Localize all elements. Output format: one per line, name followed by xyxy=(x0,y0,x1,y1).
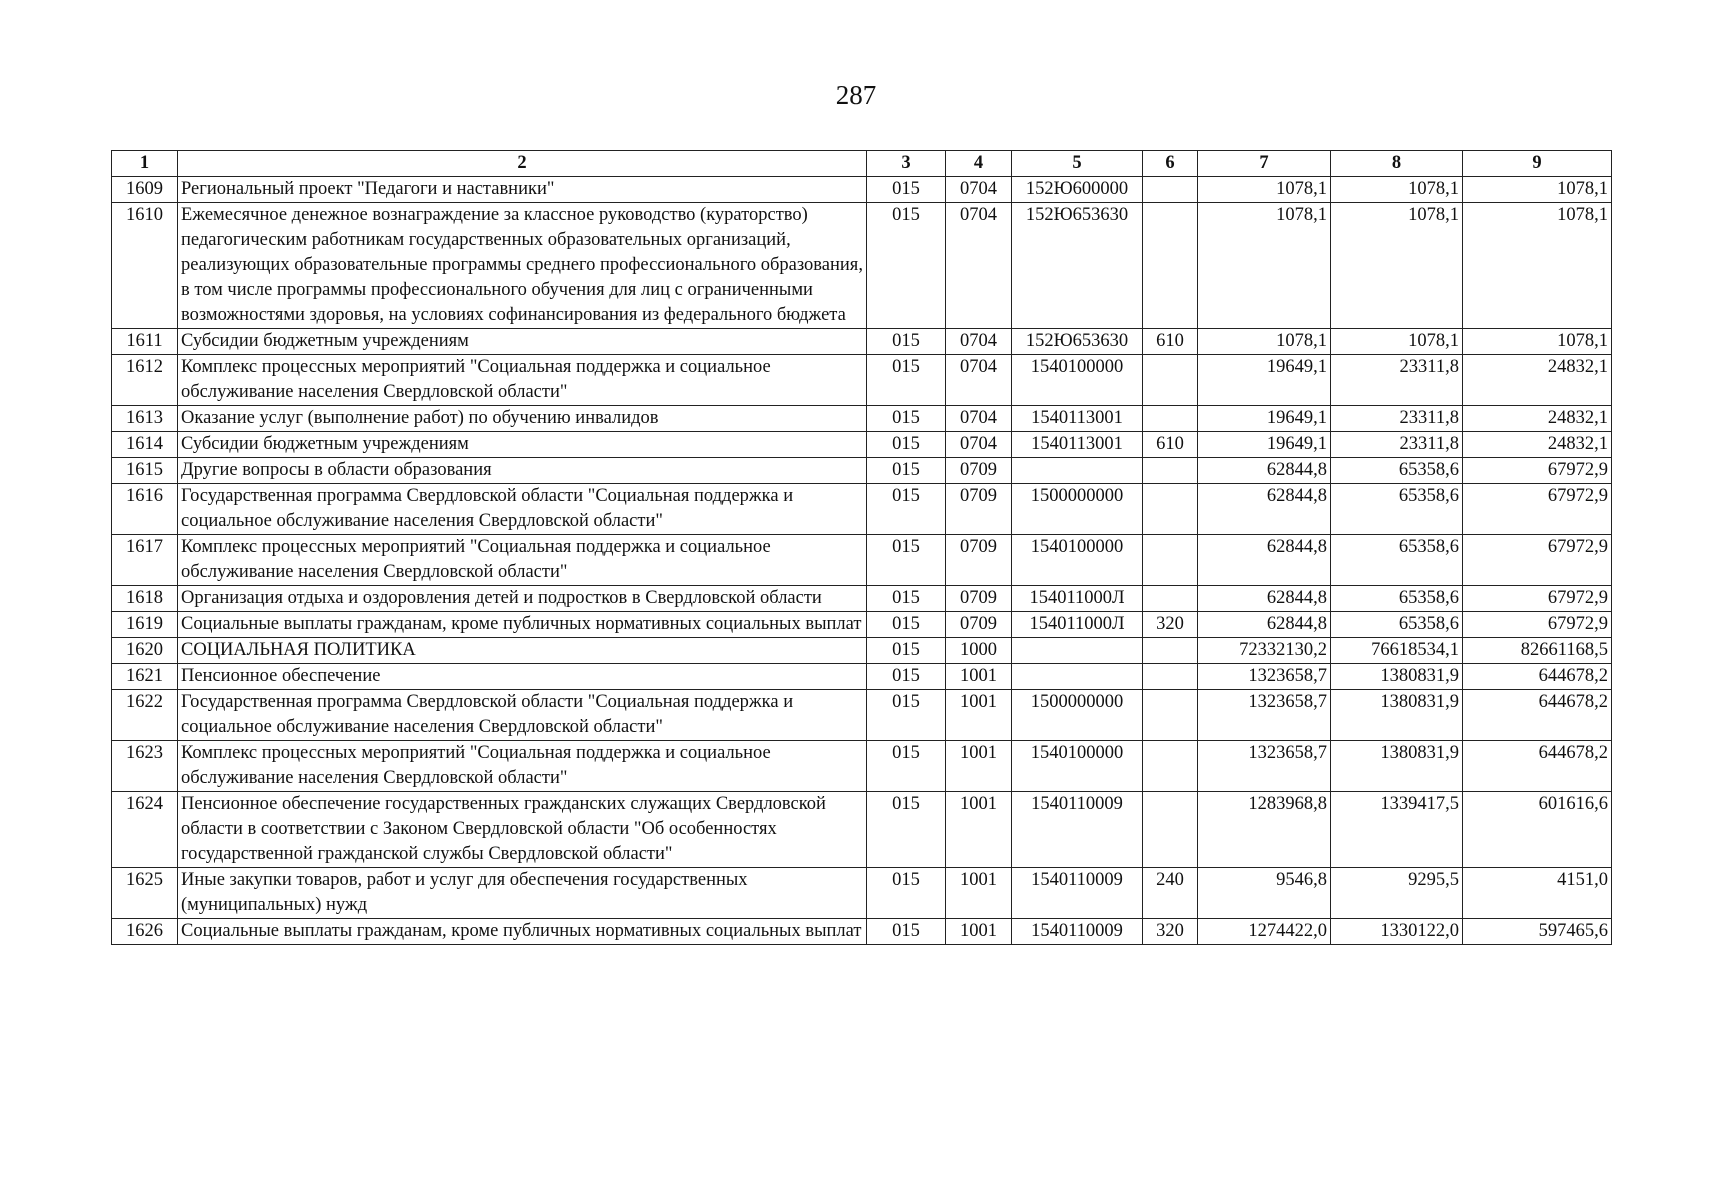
row-col-7: 1078,1 xyxy=(1198,203,1331,329)
row-col-5: 1540100000 xyxy=(1012,535,1143,586)
row-col-8: 23311,8 xyxy=(1331,406,1463,432)
row-col-4: 0704 xyxy=(946,432,1012,458)
row-col-5: 152Ю653630 xyxy=(1012,203,1143,329)
row-col-4: 0704 xyxy=(946,355,1012,406)
row-col-4: 0704 xyxy=(946,329,1012,355)
row-col-5: 1540110009 xyxy=(1012,919,1143,945)
row-col-4: 1001 xyxy=(946,741,1012,792)
row-col-6: 320 xyxy=(1143,612,1198,638)
row-col-8: 1339417,5 xyxy=(1331,792,1463,868)
table-row xyxy=(112,690,1612,741)
row-col-5 xyxy=(1012,458,1143,484)
table-body xyxy=(112,177,1612,945)
row-col-5: 1540110009 xyxy=(1012,792,1143,868)
table-row xyxy=(112,177,1612,203)
table-row xyxy=(112,406,1612,432)
table-header-row xyxy=(112,151,1612,177)
row-name: Оказание услуг (выполнение работ) по обучению инвалидов xyxy=(178,406,867,432)
row-col-9: 644678,2 xyxy=(1463,690,1612,741)
table-row xyxy=(112,638,1612,664)
row-col-7: 19649,1 xyxy=(1198,406,1331,432)
row-col-5: 1500000000 xyxy=(1012,690,1143,741)
row-number: 1614 xyxy=(112,432,178,458)
row-number: 1626 xyxy=(112,919,178,945)
row-col-8: 65358,6 xyxy=(1331,612,1463,638)
table-row xyxy=(112,484,1612,535)
row-number: 1621 xyxy=(112,664,178,690)
row-col-7: 62844,8 xyxy=(1198,535,1331,586)
header-col-5: 5 xyxy=(1012,151,1143,177)
row-col-5: 1540113001 xyxy=(1012,406,1143,432)
table-row xyxy=(112,664,1612,690)
row-col-6: 610 xyxy=(1143,329,1198,355)
table-row xyxy=(112,535,1612,586)
row-col-6 xyxy=(1143,458,1198,484)
header-col-7: 7 xyxy=(1198,151,1331,177)
row-col-9: 24832,1 xyxy=(1463,406,1612,432)
row-col-9: 644678,2 xyxy=(1463,664,1612,690)
row-col-8: 9295,5 xyxy=(1331,868,1463,919)
row-col-4: 1001 xyxy=(946,919,1012,945)
row-col-6 xyxy=(1143,355,1198,406)
row-col-3: 015 xyxy=(867,664,946,690)
row-col-9: 644678,2 xyxy=(1463,741,1612,792)
row-col-3: 015 xyxy=(867,586,946,612)
row-number: 1610 xyxy=(112,203,178,329)
row-col-3: 015 xyxy=(867,177,946,203)
row-col-8: 23311,8 xyxy=(1331,355,1463,406)
table-row xyxy=(112,586,1612,612)
row-col-3: 015 xyxy=(867,612,946,638)
row-col-7: 1274422,0 xyxy=(1198,919,1331,945)
row-col-6 xyxy=(1143,203,1198,329)
header-col-4: 4 xyxy=(946,151,1012,177)
row-col-4: 0709 xyxy=(946,612,1012,638)
row-col-6 xyxy=(1143,664,1198,690)
row-number: 1609 xyxy=(112,177,178,203)
row-col-5: 1540113001 xyxy=(1012,432,1143,458)
row-col-8: 23311,8 xyxy=(1331,432,1463,458)
row-number: 1619 xyxy=(112,612,178,638)
table-row xyxy=(112,919,1612,945)
row-col-7: 19649,1 xyxy=(1198,355,1331,406)
row-col-6: 610 xyxy=(1143,432,1198,458)
row-col-9: 1078,1 xyxy=(1463,177,1612,203)
row-number: 1620 xyxy=(112,638,178,664)
row-col-4: 0709 xyxy=(946,586,1012,612)
row-col-4: 1001 xyxy=(946,664,1012,690)
table-row xyxy=(112,741,1612,792)
row-number: 1624 xyxy=(112,792,178,868)
row-col-9: 601616,6 xyxy=(1463,792,1612,868)
row-col-4: 0709 xyxy=(946,535,1012,586)
row-col-3: 015 xyxy=(867,329,946,355)
row-col-6 xyxy=(1143,792,1198,868)
row-number: 1613 xyxy=(112,406,178,432)
table-row xyxy=(112,432,1612,458)
row-col-8: 1078,1 xyxy=(1331,177,1463,203)
table-row xyxy=(112,329,1612,355)
row-col-6: 240 xyxy=(1143,868,1198,919)
row-col-6 xyxy=(1143,741,1198,792)
row-number: 1622 xyxy=(112,690,178,741)
row-col-7: 1283968,8 xyxy=(1198,792,1331,868)
budget-table xyxy=(111,150,1612,945)
row-col-3: 015 xyxy=(867,868,946,919)
row-name: Ежемесячное денежное вознаграждение за классное руководство (кураторство) педагогическим работникам государственных образовательных организаций, реализующих образовательные программы среднего профессионального образования, в том числе программы профессионального обучения для лиц с ограниченными возможностями здоровья, на условиях софинансирования из федерального бюджета xyxy=(178,203,867,329)
row-name: Иные закупки товаров, работ и услуг для обеспечения государственных (муниципальных) нужд xyxy=(178,868,867,919)
row-col-6 xyxy=(1143,690,1198,741)
row-col-3: 015 xyxy=(867,792,946,868)
row-col-4: 0709 xyxy=(946,458,1012,484)
row-col-4: 0704 xyxy=(946,177,1012,203)
row-number: 1615 xyxy=(112,458,178,484)
row-col-7: 62844,8 xyxy=(1198,484,1331,535)
row-col-9: 67972,9 xyxy=(1463,612,1612,638)
row-col-3: 015 xyxy=(867,406,946,432)
row-col-3: 015 xyxy=(867,484,946,535)
row-col-7: 1078,1 xyxy=(1198,177,1331,203)
row-col-8: 1330122,0 xyxy=(1331,919,1463,945)
row-col-4: 0704 xyxy=(946,406,1012,432)
row-name: Пенсионное обеспечение xyxy=(178,664,867,690)
row-name: Другие вопросы в области образования xyxy=(178,458,867,484)
page-number: 287 xyxy=(835,80,877,110)
row-col-5: 1540110009 xyxy=(1012,868,1143,919)
row-col-3: 015 xyxy=(867,919,946,945)
row-col-9: 67972,9 xyxy=(1463,535,1612,586)
row-number: 1616 xyxy=(112,484,178,535)
row-col-5: 152Ю653630 xyxy=(1012,329,1143,355)
row-name: СОЦИАЛЬНАЯ ПОЛИТИКА xyxy=(178,638,867,664)
row-col-7: 62844,8 xyxy=(1198,458,1331,484)
row-col-5: 152Ю600000 xyxy=(1012,177,1143,203)
row-name: Комплекс процессных мероприятий "Социальная поддержка и социальное обслуживание населения Свердловской области" xyxy=(178,355,867,406)
row-col-6: 320 xyxy=(1143,919,1198,945)
row-col-4: 1001 xyxy=(946,690,1012,741)
row-name: Региональный проект "Педагоги и наставники" xyxy=(178,177,867,203)
row-col-6 xyxy=(1143,586,1198,612)
row-col-7: 72332130,2 xyxy=(1198,638,1331,664)
header-col-8: 8 xyxy=(1331,151,1463,177)
row-col-9: 1078,1 xyxy=(1463,203,1612,329)
table-row xyxy=(112,868,1612,919)
row-col-9: 24832,1 xyxy=(1463,432,1612,458)
row-col-8: 65358,6 xyxy=(1331,535,1463,586)
row-number: 1618 xyxy=(112,586,178,612)
row-col-7: 1323658,7 xyxy=(1198,664,1331,690)
row-col-9: 597465,6 xyxy=(1463,919,1612,945)
row-col-6 xyxy=(1143,535,1198,586)
table-row xyxy=(112,458,1612,484)
row-col-3: 015 xyxy=(867,690,946,741)
row-col-7: 1323658,7 xyxy=(1198,741,1331,792)
row-col-7: 62844,8 xyxy=(1198,612,1331,638)
row-col-3: 015 xyxy=(867,432,946,458)
row-number: 1623 xyxy=(112,741,178,792)
row-col-8: 1078,1 xyxy=(1331,203,1463,329)
row-number: 1617 xyxy=(112,535,178,586)
row-name: Государственная программа Свердловской области "Социальная поддержка и социальное обслуживание населения Свердловской области" xyxy=(178,690,867,741)
row-col-3: 015 xyxy=(867,638,946,664)
row-col-9: 67972,9 xyxy=(1463,484,1612,535)
row-col-5 xyxy=(1012,638,1143,664)
header-col-2: 2 xyxy=(178,151,867,177)
table-row xyxy=(112,612,1612,638)
row-col-5: 1540100000 xyxy=(1012,741,1143,792)
header-col-6: 6 xyxy=(1143,151,1198,177)
row-col-3: 015 xyxy=(867,458,946,484)
row-col-8: 65358,6 xyxy=(1331,458,1463,484)
row-col-8: 1078,1 xyxy=(1331,329,1463,355)
row-col-3: 015 xyxy=(867,535,946,586)
row-col-8: 1380831,9 xyxy=(1331,690,1463,741)
row-col-3: 015 xyxy=(867,355,946,406)
row-col-8: 1380831,9 xyxy=(1331,664,1463,690)
row-name: Субсидии бюджетным учреждениям xyxy=(178,329,867,355)
header-col-9: 9 xyxy=(1463,151,1612,177)
row-col-7: 1323658,7 xyxy=(1198,690,1331,741)
row-col-9: 82661168,5 xyxy=(1463,638,1612,664)
row-col-3: 015 xyxy=(867,741,946,792)
row-name: Пенсионное обеспечение государственных гражданских служащих Свердловской области в соответствии с Законом Свердловской области "Об особенностях государственной гражданской службы Свердловской области" xyxy=(178,792,867,868)
row-col-5: 154011000Л xyxy=(1012,586,1143,612)
row-name: Комплекс процессных мероприятий "Социальная поддержка и социальное обслуживание населения Свердловской области" xyxy=(178,741,867,792)
row-col-9: 4151,0 xyxy=(1463,868,1612,919)
row-col-6 xyxy=(1143,406,1198,432)
row-col-6 xyxy=(1143,484,1198,535)
row-col-3: 015 xyxy=(867,203,946,329)
row-col-9: 1078,1 xyxy=(1463,329,1612,355)
row-col-6 xyxy=(1143,638,1198,664)
row-col-7: 62844,8 xyxy=(1198,586,1331,612)
row-col-9: 67972,9 xyxy=(1463,586,1612,612)
row-col-9: 67972,9 xyxy=(1463,458,1612,484)
row-col-9: 24832,1 xyxy=(1463,355,1612,406)
row-number: 1625 xyxy=(112,868,178,919)
row-name: Комплекс процессных мероприятий "Социальная поддержка и социальное обслуживание населения Свердловской области" xyxy=(178,535,867,586)
row-name: Социальные выплаты гражданам, кроме публичных нормативных социальных выплат xyxy=(178,612,867,638)
row-name: Социальные выплаты гражданам, кроме публичных нормативных социальных выплат xyxy=(178,919,867,945)
row-name: Государственная программа Свердловской области "Социальная поддержка и социальное обслуживание населения Свердловской области" xyxy=(178,484,867,535)
row-col-4: 1001 xyxy=(946,792,1012,868)
row-col-4: 1000 xyxy=(946,638,1012,664)
table-row xyxy=(112,355,1612,406)
row-col-8: 65358,6 xyxy=(1331,586,1463,612)
row-col-5 xyxy=(1012,664,1143,690)
table-row xyxy=(112,792,1612,868)
row-col-5: 1540100000 xyxy=(1012,355,1143,406)
row-col-4: 1001 xyxy=(946,868,1012,919)
table-row xyxy=(112,203,1612,329)
row-name: Субсидии бюджетным учреждениям xyxy=(178,432,867,458)
header-col-1: 1 xyxy=(112,151,178,177)
row-name: Организация отдыха и оздоровления детей и подростков в Свердловской области xyxy=(178,586,867,612)
row-col-4: 0709 xyxy=(946,484,1012,535)
header-col-3: 3 xyxy=(867,151,946,177)
row-col-7: 19649,1 xyxy=(1198,432,1331,458)
row-col-8: 65358,6 xyxy=(1331,484,1463,535)
row-col-7: 1078,1 xyxy=(1198,329,1331,355)
row-col-5: 1500000000 xyxy=(1012,484,1143,535)
row-col-8: 1380831,9 xyxy=(1331,741,1463,792)
row-number: 1612 xyxy=(112,355,178,406)
row-col-7: 9546,8 xyxy=(1198,868,1331,919)
row-col-6 xyxy=(1143,177,1198,203)
row-number: 1611 xyxy=(112,329,178,355)
row-col-5: 154011000Л xyxy=(1012,612,1143,638)
row-col-4: 0704 xyxy=(946,203,1012,329)
row-col-8: 76618534,1 xyxy=(1331,638,1463,664)
